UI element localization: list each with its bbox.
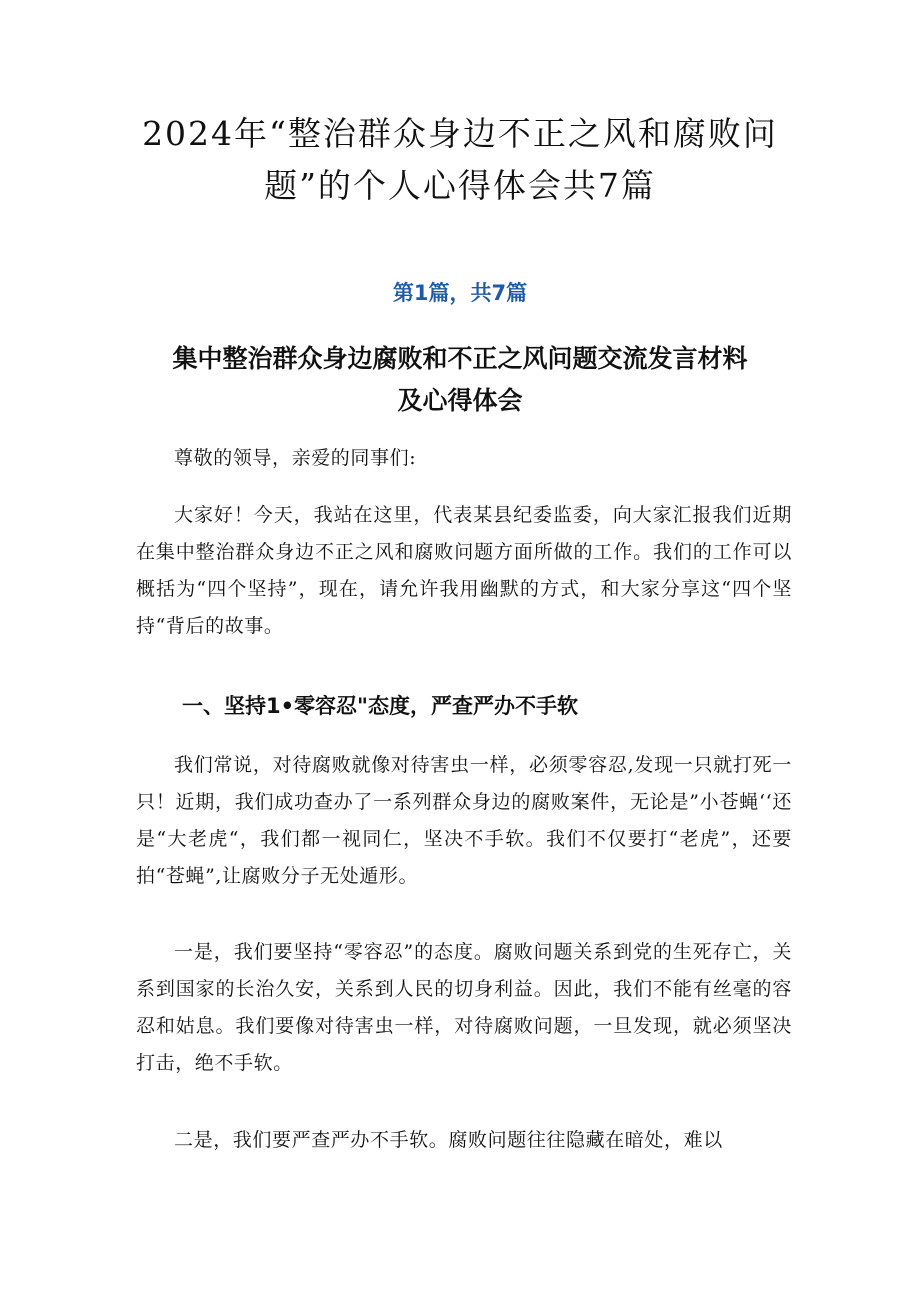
section-heading: 一、坚持1•零容忍"态度，严查严办不手软 [182,694,578,718]
paragraph-intro: 大家好！今天，我站在这里，代表某县纪委监委，向大家汇报我们近期在集中整治群众身边不正之风和腐败问题方面所做的工作。我们的工作可以概括为“四个坚持”，现在，请允许我用幽默的方式，和大家分享这“四个坚持“背后的故事。 [136,504,792,637]
paragraph-zero-tolerance: 我们常说，对待腐败就像对待害虫一样，必须零容忍,发现一只就打死一只！近期，我们成功查办了一系列群众身边的腐败案件，无论是”小苍蝇‘‘还是“大老虎“，我们都一视同仁，坚决不手软。我们不仅要打“老虎”，还要拍“苍蝇”,让腐败分子无处遁形。 [136,754,792,887]
paragraph-point-two: 二是，我们要严查严办不手软。腐败问题往往隐藏在暗处，难以 [174,1129,723,1151]
paragraph-point-one: 一是，我们要坚持“零容忍”的态度。腐败问题关系到党的生死存亡，关系到国家的长治久安，关系到人民的切身利益。因此，我们不能有丝毫的容忍和姑息。我们要像对待害虫一样，对待腐败问题，一旦发现，就必须坚决打击，绝不手软。 [136,941,792,1074]
part-label: 第1篇，共7篇 [392,281,528,305]
document-title: 2024年“整治群众身边不正之风和腐败问题”的个人心得体会共7篇 [142,114,778,205]
salutation: 尊敬的领导，亲爱的同事们: [174,447,417,469]
article-title: 集中整治群众身边腐败和不正之风问题交流发言材料及心得体会 [172,344,748,415]
